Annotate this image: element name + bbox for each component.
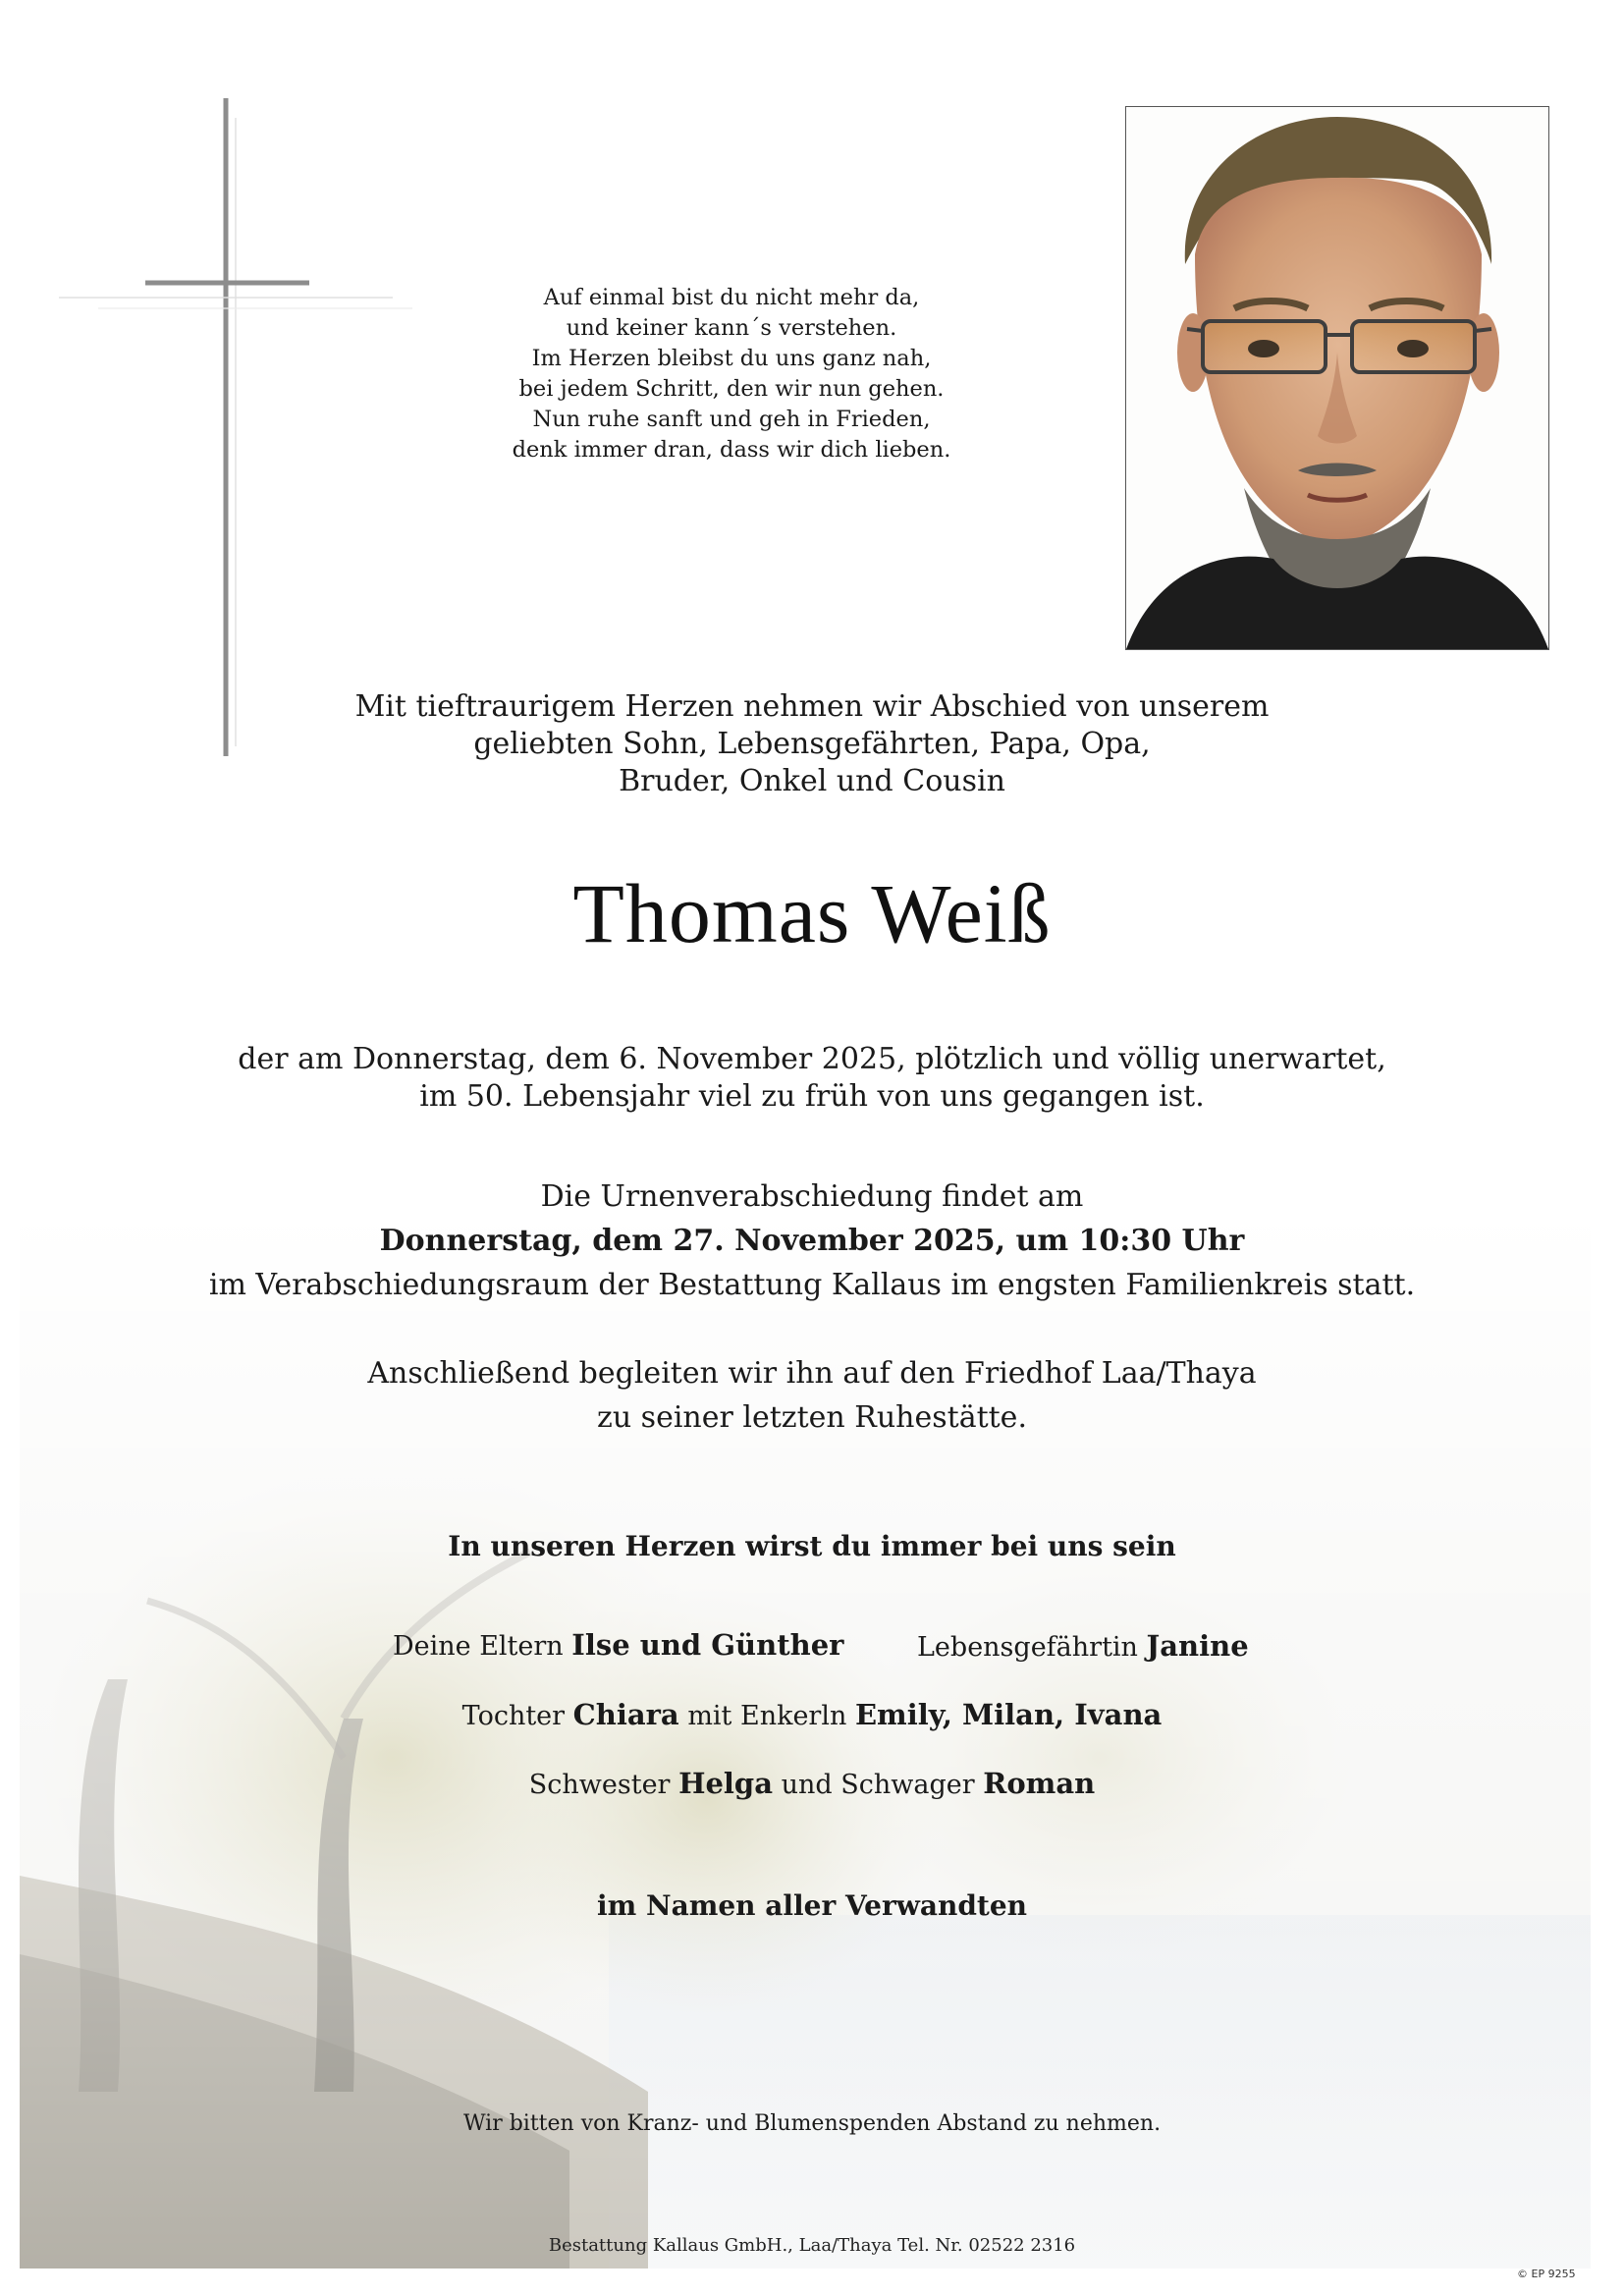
- sister-label: Schwester: [528, 1770, 671, 1800]
- intro-line: geliebten Sohn, Lebensgefährten, Papa, Opa,: [473, 727, 1151, 761]
- mourner-daughter: [0, 1695, 1624, 1736]
- poem-line: Im Herzen bleibst du uns ganz nah,: [531, 346, 932, 371]
- poem-line: Auf einmal bist du nicht mehr da,: [543, 285, 920, 310]
- ceremony-info: [0, 1175, 1624, 1307]
- relatives-line: im Namen aller Verwandten: [596, 1889, 1028, 1922]
- mourner-partner: [917, 1626, 1249, 1667]
- daughter-label: Tochter: [461, 1701, 566, 1731]
- poem-line: bei jedem Schritt, den wir nun gehen.: [518, 376, 945, 402]
- poem-line: denk immer dran, dass wir dich lieben.: [512, 437, 951, 463]
- grandchildren-names: Emily, Milan, Ivana: [854, 1698, 1163, 1731]
- daughter-name: Chiara: [572, 1698, 679, 1731]
- death-notice-line: der am Donnerstag, dem 6. November 2025, plötzlich und völlig unerwartet,: [238, 1042, 1386, 1076]
- mourner-sister: [0, 1764, 1624, 1805]
- parents-label: Deine Eltern: [393, 1631, 564, 1662]
- death-notice: [0, 1041, 1624, 1116]
- intro-line: Bruder, Onkel und Cousin: [619, 764, 1005, 798]
- funeral-home-footer: Bestattung Kallaus GmbH., Laa/Thaya Tel. Nr. 02522 2316: [548, 2235, 1076, 2256]
- deceased-name: Thomas Weiß: [572, 866, 1052, 960]
- flowers-note: Wir bitten von Kranz- und Blumenspenden Abstand zu nehmen.: [462, 2111, 1162, 2136]
- grandchildren-label: mit Enkerln: [687, 1701, 847, 1731]
- template-code: © EP 9255: [1517, 2268, 1576, 2280]
- portrait-photo: [1125, 106, 1549, 650]
- poem-line: und keiner kann´s verstehen.: [566, 315, 897, 341]
- sister-name: Helga: [678, 1767, 773, 1800]
- poem: [461, 283, 1001, 465]
- brother-in-law-label: und Schwager: [781, 1770, 975, 1800]
- burial-line: zu seiner letzten Ruhestätte.: [597, 1400, 1027, 1435]
- poem-line: Nun ruhe sanft und geh in Frieden,: [532, 407, 931, 432]
- burial-info: [0, 1351, 1624, 1440]
- brother-in-law-name: Roman: [983, 1767, 1096, 1800]
- motto: In unseren Herzen wirst du immer bei uns sein: [448, 1530, 1176, 1562]
- burial-line: Anschließend begleiten wir ihn auf den Friedhof Laa/Thaya: [367, 1356, 1257, 1391]
- ceremony-location: im Verabschiedungsraum der Bestattung Kallaus im engsten Familienkreis statt.: [208, 1268, 1416, 1302]
- partner-label: Lebensgefährtin: [917, 1632, 1138, 1663]
- intro-text: [0, 688, 1624, 800]
- intro-line: Mit tieftraurigem Herzen nehmen wir Abschied von unserem: [354, 689, 1270, 724]
- mourner-parents: [393, 1625, 843, 1667]
- parents-names: Ilse und Günther: [571, 1628, 844, 1662]
- death-notice-line: im 50. Lebensjahr viel zu früh von uns gegangen ist.: [419, 1079, 1205, 1114]
- cross-icon: [59, 98, 412, 766]
- ceremony-date-time: Donnerstag, dem 27. November 2025, um 10:30 Uhr: [379, 1224, 1245, 1258]
- ceremony-line: Die Urnenverabschiedung findet am: [540, 1179, 1084, 1214]
- partner-name: Janine: [1146, 1629, 1249, 1663]
